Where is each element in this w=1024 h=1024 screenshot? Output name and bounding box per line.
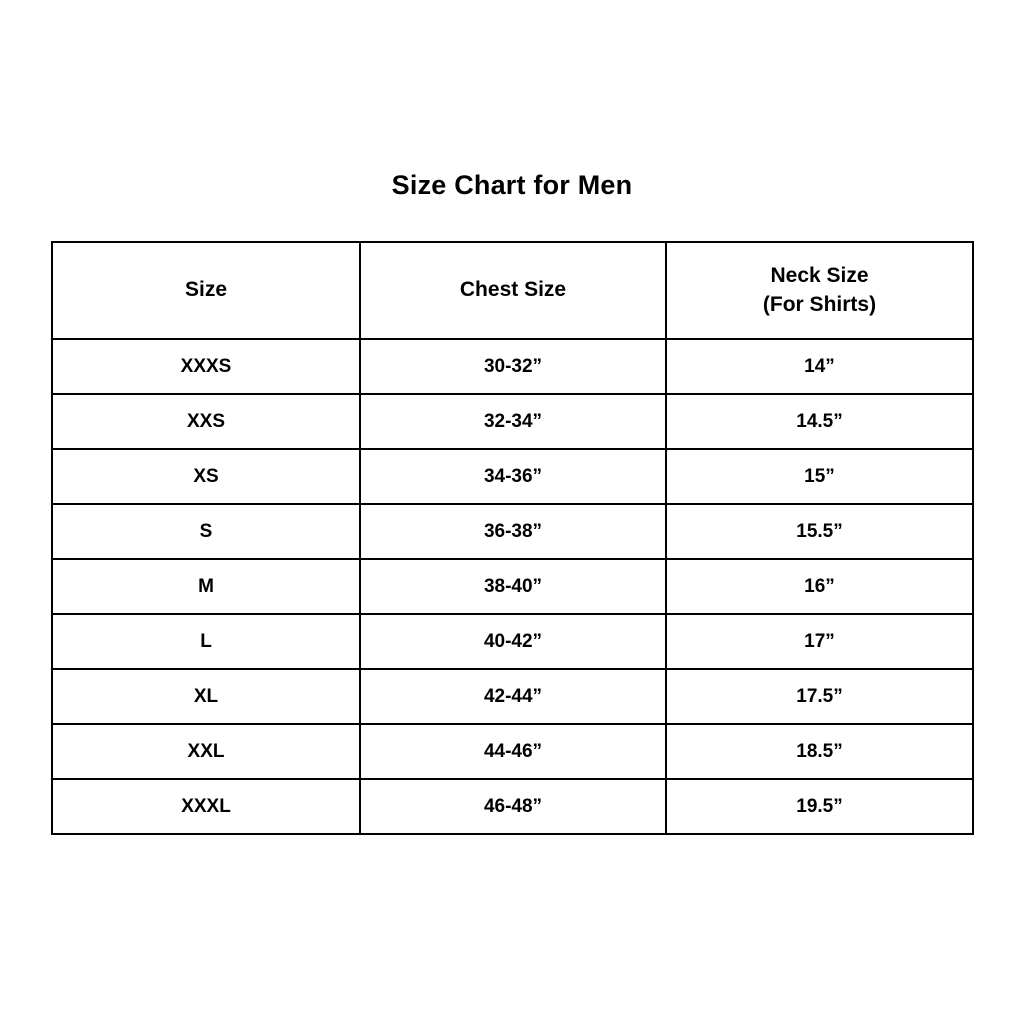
cell-neck: 17.5” [666,669,973,724]
column-header-chest-label: Chest Size [459,278,567,302]
cell-chest: 46-48” [360,779,666,834]
column-header-size [52,242,360,339]
column-header-neck-label: Neck Size [770,264,869,288]
table-header-row [52,242,973,339]
table-row [52,779,973,834]
table-row [52,724,973,779]
cell-chest: 40-42” [360,614,666,669]
cell-neck: 18.5” [666,724,973,779]
cell-chest: 38-40” [360,559,666,614]
cell-size: M [52,559,360,614]
cell-neck: 14” [666,339,973,394]
cell-neck: 14.5” [666,394,973,449]
cell-chest: 32-34” [360,394,666,449]
table-header [52,242,973,339]
cell-size: XXXL [52,779,360,834]
cell-size: S [52,504,360,559]
table-row [52,669,973,724]
size-chart-table [51,241,974,835]
cell-chest: 44-46” [360,724,666,779]
cell-chest: 34-36” [360,449,666,504]
table-row [52,449,973,504]
column-header-chest [360,242,666,339]
cell-size: XS [52,449,360,504]
table-row [52,339,973,394]
cell-size: XXL [52,724,360,779]
cell-neck: 15.5” [666,504,973,559]
table-row [52,614,973,669]
table-row [52,559,973,614]
cell-size: XXXS [52,339,360,394]
table-row [52,504,973,559]
cell-chest: 36-38” [360,504,666,559]
column-header-size-label: Size [184,278,228,302]
column-header-neck [666,242,973,339]
cell-neck: 16” [666,559,973,614]
cell-neck: 17” [666,614,973,669]
cell-chest: 42-44” [360,669,666,724]
table-body [52,339,973,834]
cell-neck: 15” [666,449,973,504]
cell-size: XL [52,669,360,724]
cell-chest: 30-32” [360,339,666,394]
table-row [52,394,973,449]
column-header-neck-sublabel: (For Shirts) [762,292,877,316]
cell-size: XXS [52,394,360,449]
page-title: Size Chart for Men [391,170,633,200]
cell-size: L [52,614,360,669]
cell-neck: 19.5” [666,779,973,834]
